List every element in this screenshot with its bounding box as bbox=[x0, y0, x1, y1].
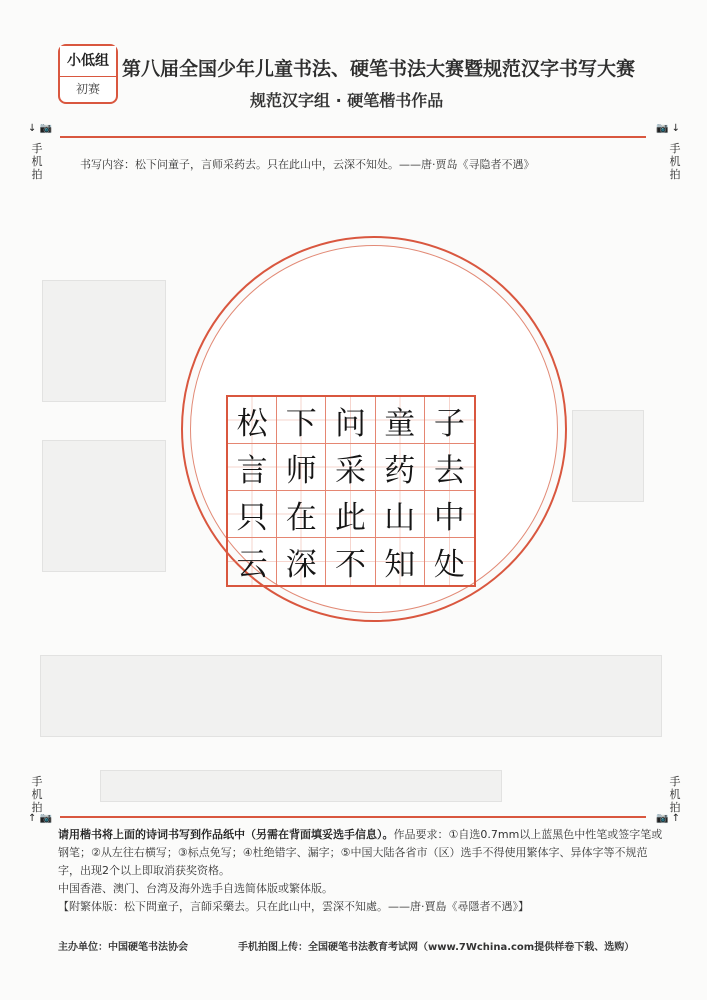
writing-grid bbox=[226, 395, 476, 587]
grid-cell: 只 bbox=[228, 491, 277, 538]
group-badge bbox=[58, 44, 118, 104]
grid-cell: 童 bbox=[376, 397, 425, 444]
instructions-overseas: 中国香港、澳门、台湾及海外选手自选简体版或繁体版。 bbox=[58, 882, 333, 895]
ghost-qr-code bbox=[42, 440, 166, 572]
grid-cell: 去 bbox=[425, 444, 474, 491]
grid-cell: 松 bbox=[228, 397, 277, 444]
camera-marker-top-right bbox=[656, 123, 680, 134]
ghost-icons bbox=[572, 410, 644, 502]
arrow-up-icon: ↑ bbox=[671, 813, 681, 824]
camera-icon: 📷 bbox=[656, 123, 669, 134]
upload-info: 手机拍图上传：全国硬笔书法教育考试网（www.7Wchina.com提供样卷下载、选购） bbox=[238, 942, 635, 953]
grid-cell: 不 bbox=[326, 538, 375, 585]
photo-label-bottom-left: 手机拍 bbox=[31, 775, 43, 814]
writing-content: 书写内容：松下问童子，言师采药去。只在此山中，云深不知处。——唐·贾岛《寻隐者不遇》 bbox=[80, 158, 535, 171]
ghost-info-box bbox=[40, 655, 662, 737]
grid-cell: 深 bbox=[277, 538, 326, 585]
grid-cell: 下 bbox=[277, 397, 326, 444]
instructions bbox=[58, 826, 663, 916]
camera-marker-bottom-left bbox=[28, 813, 52, 824]
top-frame-line bbox=[60, 136, 646, 138]
badge-group-label: 小低组 bbox=[60, 46, 116, 77]
arrow-up-icon: ↑ bbox=[28, 813, 37, 824]
grid-cell: 此 bbox=[326, 491, 375, 538]
grid-cell: 云 bbox=[228, 538, 277, 585]
camera-icon: 📷 bbox=[39, 813, 53, 824]
instructions-lead: 请用楷书将上面的诗词书写到作品纸中（另需在背面填妥选手信息）。 bbox=[58, 828, 394, 841]
arrow-down-icon: ↓ bbox=[28, 123, 37, 134]
page-title: 第八届全国少年儿童书法、硬笔书法大赛暨规范汉字书写大赛 bbox=[122, 58, 636, 80]
ghost-qr-code bbox=[42, 280, 166, 402]
arrow-down-icon: ↓ bbox=[671, 123, 681, 134]
instructions-requirements: 作品要求：①自选0.7mm以上蓝黑色中性笔或签字笔或钢笔；②从左往右横写；③标点免写；④杜绝错字、漏字；⑤中国大陆各省市（区）选手不得使用繁体字、异体字等不规范字，出现2个以上即取消获奖资格。 bbox=[58, 828, 663, 877]
organizer: 主办单位：中国硬笔书法协会 bbox=[58, 942, 188, 953]
grid-cell: 处 bbox=[425, 538, 474, 585]
grid-cell: 中 bbox=[425, 491, 474, 538]
grid-cell: 问 bbox=[326, 397, 375, 444]
page-subtitle: 规范汉字组 · 硬笔楷书作品 bbox=[250, 91, 444, 110]
ghost-text-row bbox=[100, 770, 502, 802]
grid-cell: 子 bbox=[425, 397, 474, 444]
grid-cell: 师 bbox=[277, 444, 326, 491]
grid-cell: 知 bbox=[376, 538, 425, 585]
camera-marker-bottom-right bbox=[656, 813, 680, 824]
photo-label-top-right: 手机拍 bbox=[669, 142, 681, 181]
badge-stage-label: 初赛 bbox=[75, 82, 100, 96]
grid-cell: 在 bbox=[277, 491, 326, 538]
bottom-frame-line bbox=[60, 816, 646, 818]
grid-cell: 言 bbox=[228, 444, 277, 491]
photo-label-top-left: 手机拍 bbox=[31, 142, 43, 181]
instructions-traditional: 【附繁体版：松下問童子，言師采藥去。只在此山中，雲深不知處。——唐·賈島《尋隱者不遇》】 bbox=[58, 900, 529, 913]
grid-cell: 山 bbox=[376, 491, 425, 538]
photo-label-bottom-right: 手机拍 bbox=[669, 775, 681, 814]
grid-cell: 药 bbox=[376, 444, 425, 491]
camera-marker-top-left bbox=[28, 123, 52, 134]
grid-cell: 采 bbox=[326, 444, 375, 491]
camera-icon: 📷 bbox=[39, 123, 53, 134]
camera-icon: 📷 bbox=[656, 813, 669, 824]
